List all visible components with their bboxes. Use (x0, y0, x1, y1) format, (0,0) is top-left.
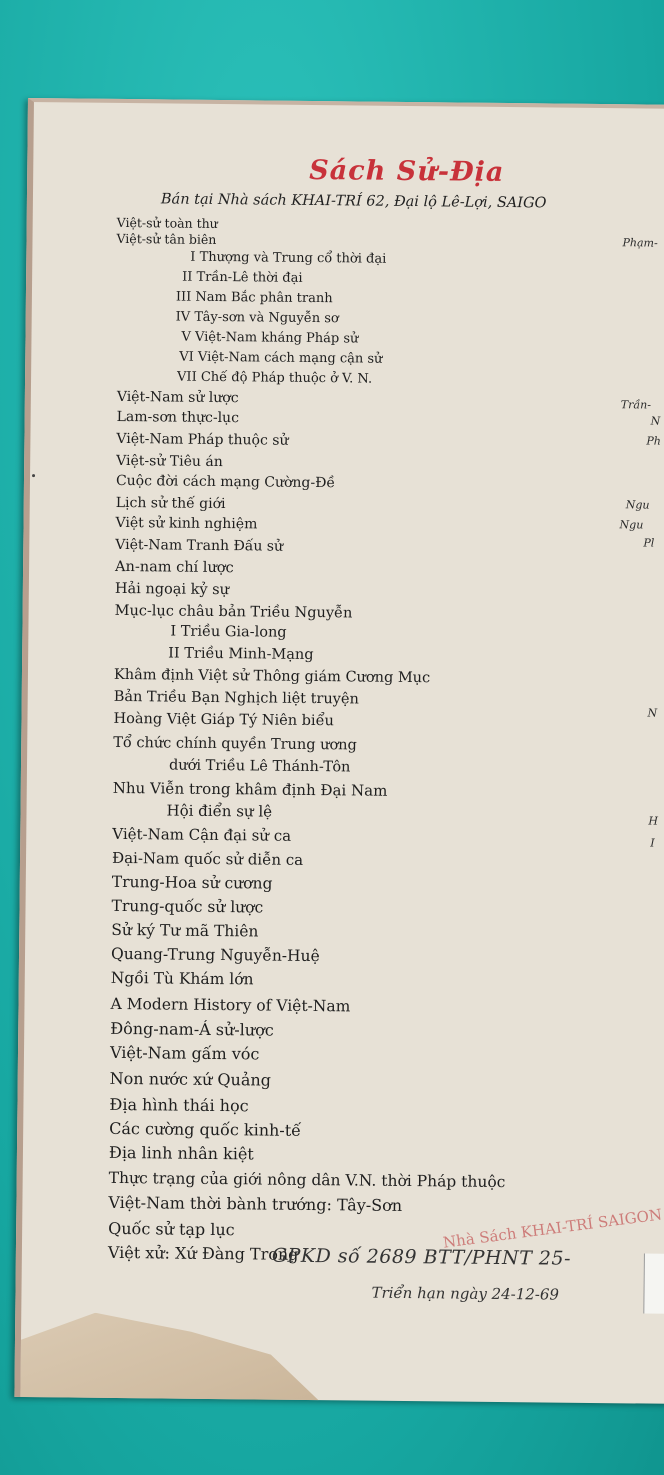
book-title: Quang-Trung Nguyễn-Huệ (110, 944, 320, 966)
book-title: dưới Triều Lê Thánh-Tôn (168, 757, 351, 776)
author-name-partial: Ngu (619, 518, 644, 532)
book-title: Lịch sử thế giới (115, 494, 226, 513)
book-title: Bản Triều Bạn Nghịch liệt truyện (113, 688, 359, 708)
author-name-partial: Phạm- (622, 236, 658, 250)
book-title: Hải ngoại kỷ sự (114, 580, 230, 599)
extension-date: Triển hạn ngày 24-12-69 (371, 1283, 560, 1304)
book-title: Sử ký Tư mã Thiên (111, 920, 259, 941)
book-title: Hoàng Việt Giáp Tý Niên biểu (113, 710, 334, 730)
book-title: Trung-Hoa sử cương (111, 872, 273, 893)
bookstore-stamp: Nhà Sách KHAI-TRÍ SAIGON (441, 1205, 663, 1252)
author-name-partial: H (648, 814, 659, 828)
book-title: Ngồi Tù Khám lớn (110, 968, 254, 989)
book-title: Việt-Nam sử lược (116, 388, 239, 407)
book-title: Việt-sử Tiêu án (116, 452, 223, 471)
price-sticker (643, 1254, 664, 1314)
book-title: An-nam chí lược (115, 558, 234, 577)
book-title: Địa linh nhân kiệt (108, 1142, 254, 1164)
author-name-partial: Ngu (625, 498, 650, 512)
book-title: II Triều Minh-Mạng (168, 645, 314, 664)
book-title: Các cường quốc kinh-tế (109, 1118, 302, 1140)
book-title: Việt-Nam thời bành trướng: Tây-Sơn (108, 1192, 403, 1215)
author-name-partial: Ph (646, 434, 662, 448)
book-title: Đông-nam-Á sử-lược (110, 1018, 274, 1040)
author-name-partial: Pl (643, 536, 655, 550)
author-name-partial: Trần- (620, 398, 652, 412)
book-title: I Thượng và Trung cổ thời đại (190, 249, 387, 267)
book-title: Việt-Nam Tranh Đấu sử (115, 536, 284, 555)
license-number: GPKD số 2689 BTT/PHNT 25- (271, 1244, 572, 1270)
cover-page (20, 102, 664, 1404)
torn-corner (14, 1312, 335, 1404)
book-title: Trung-quốc sử lược (111, 896, 264, 917)
book-title: Việt-Nam Pháp thuộc sử (116, 430, 289, 449)
author-name-partial: I (650, 836, 655, 850)
page-mark (32, 474, 35, 477)
book-title: I Triều Gia-long (170, 623, 287, 641)
book-title: VI Việt-Nam cách mạng cận sử (179, 349, 383, 367)
book-title: Non nước xứ Quảng (109, 1068, 272, 1090)
book-title: Thực trạng của giới nông dân V.N. thời Pháp thuộc (108, 1168, 506, 1192)
cover-subtitle: Bán tại Nhà sách KHAI-TRÍ 62, Đại lộ Lê-Lợi, SAIGO (160, 191, 547, 212)
book-title: Việt-sử toàn thư (116, 214, 218, 231)
book-title: Tổ chức chính quyền Trung ương (113, 734, 357, 754)
book-title: Lam-sơn thực-lục (116, 408, 240, 427)
book-title: Cuộc đời cách mạng Cường-Đề (115, 472, 336, 492)
book-title: Đại-Nam quốc sử diễn ca (111, 848, 304, 869)
book-title: II Trần-Lê thời đại (182, 269, 303, 286)
book-title: Nhu Viễn trong khâm định Đại Nam (112, 778, 388, 800)
book-title: A Modern History of Việt-Nam (110, 994, 351, 1016)
author-name-partial: N (647, 706, 658, 720)
book-title: Việt xử: Xứ Đàng Trong (107, 1242, 299, 1264)
author-name-partial: N (650, 414, 661, 428)
book-title: Quốc sử tạp lục (108, 1218, 235, 1240)
book-title: IV Tây-sơn và Nguyễn sơ (175, 309, 339, 327)
book-title: VII Chế độ Pháp thuộc ở V. N. (177, 369, 373, 387)
book-title: Việt-sử tân biên (116, 230, 217, 247)
book-title: Việt sử kinh nghiệm (115, 514, 258, 533)
book-title: Địa hình thái học (109, 1094, 249, 1116)
book-title: III Nam Bắc phân tranh (175, 289, 333, 307)
book-title: V Việt-Nam kháng Pháp sử (181, 329, 359, 347)
cover-title: Sách Sử-Địa (309, 154, 505, 188)
book-title: Khâm định Việt sử Thông giám Cương Mục (113, 666, 431, 687)
book-title: Hội điển sự lệ (166, 801, 273, 821)
book-title: Việt-Nam Cận đại sử ca (112, 824, 292, 845)
book-title: Việt-Nam gấm vóc (109, 1042, 260, 1064)
book-back-cover (14, 98, 664, 1404)
book-title: Mục-lục châu bản Triều Nguyễn (114, 602, 353, 622)
